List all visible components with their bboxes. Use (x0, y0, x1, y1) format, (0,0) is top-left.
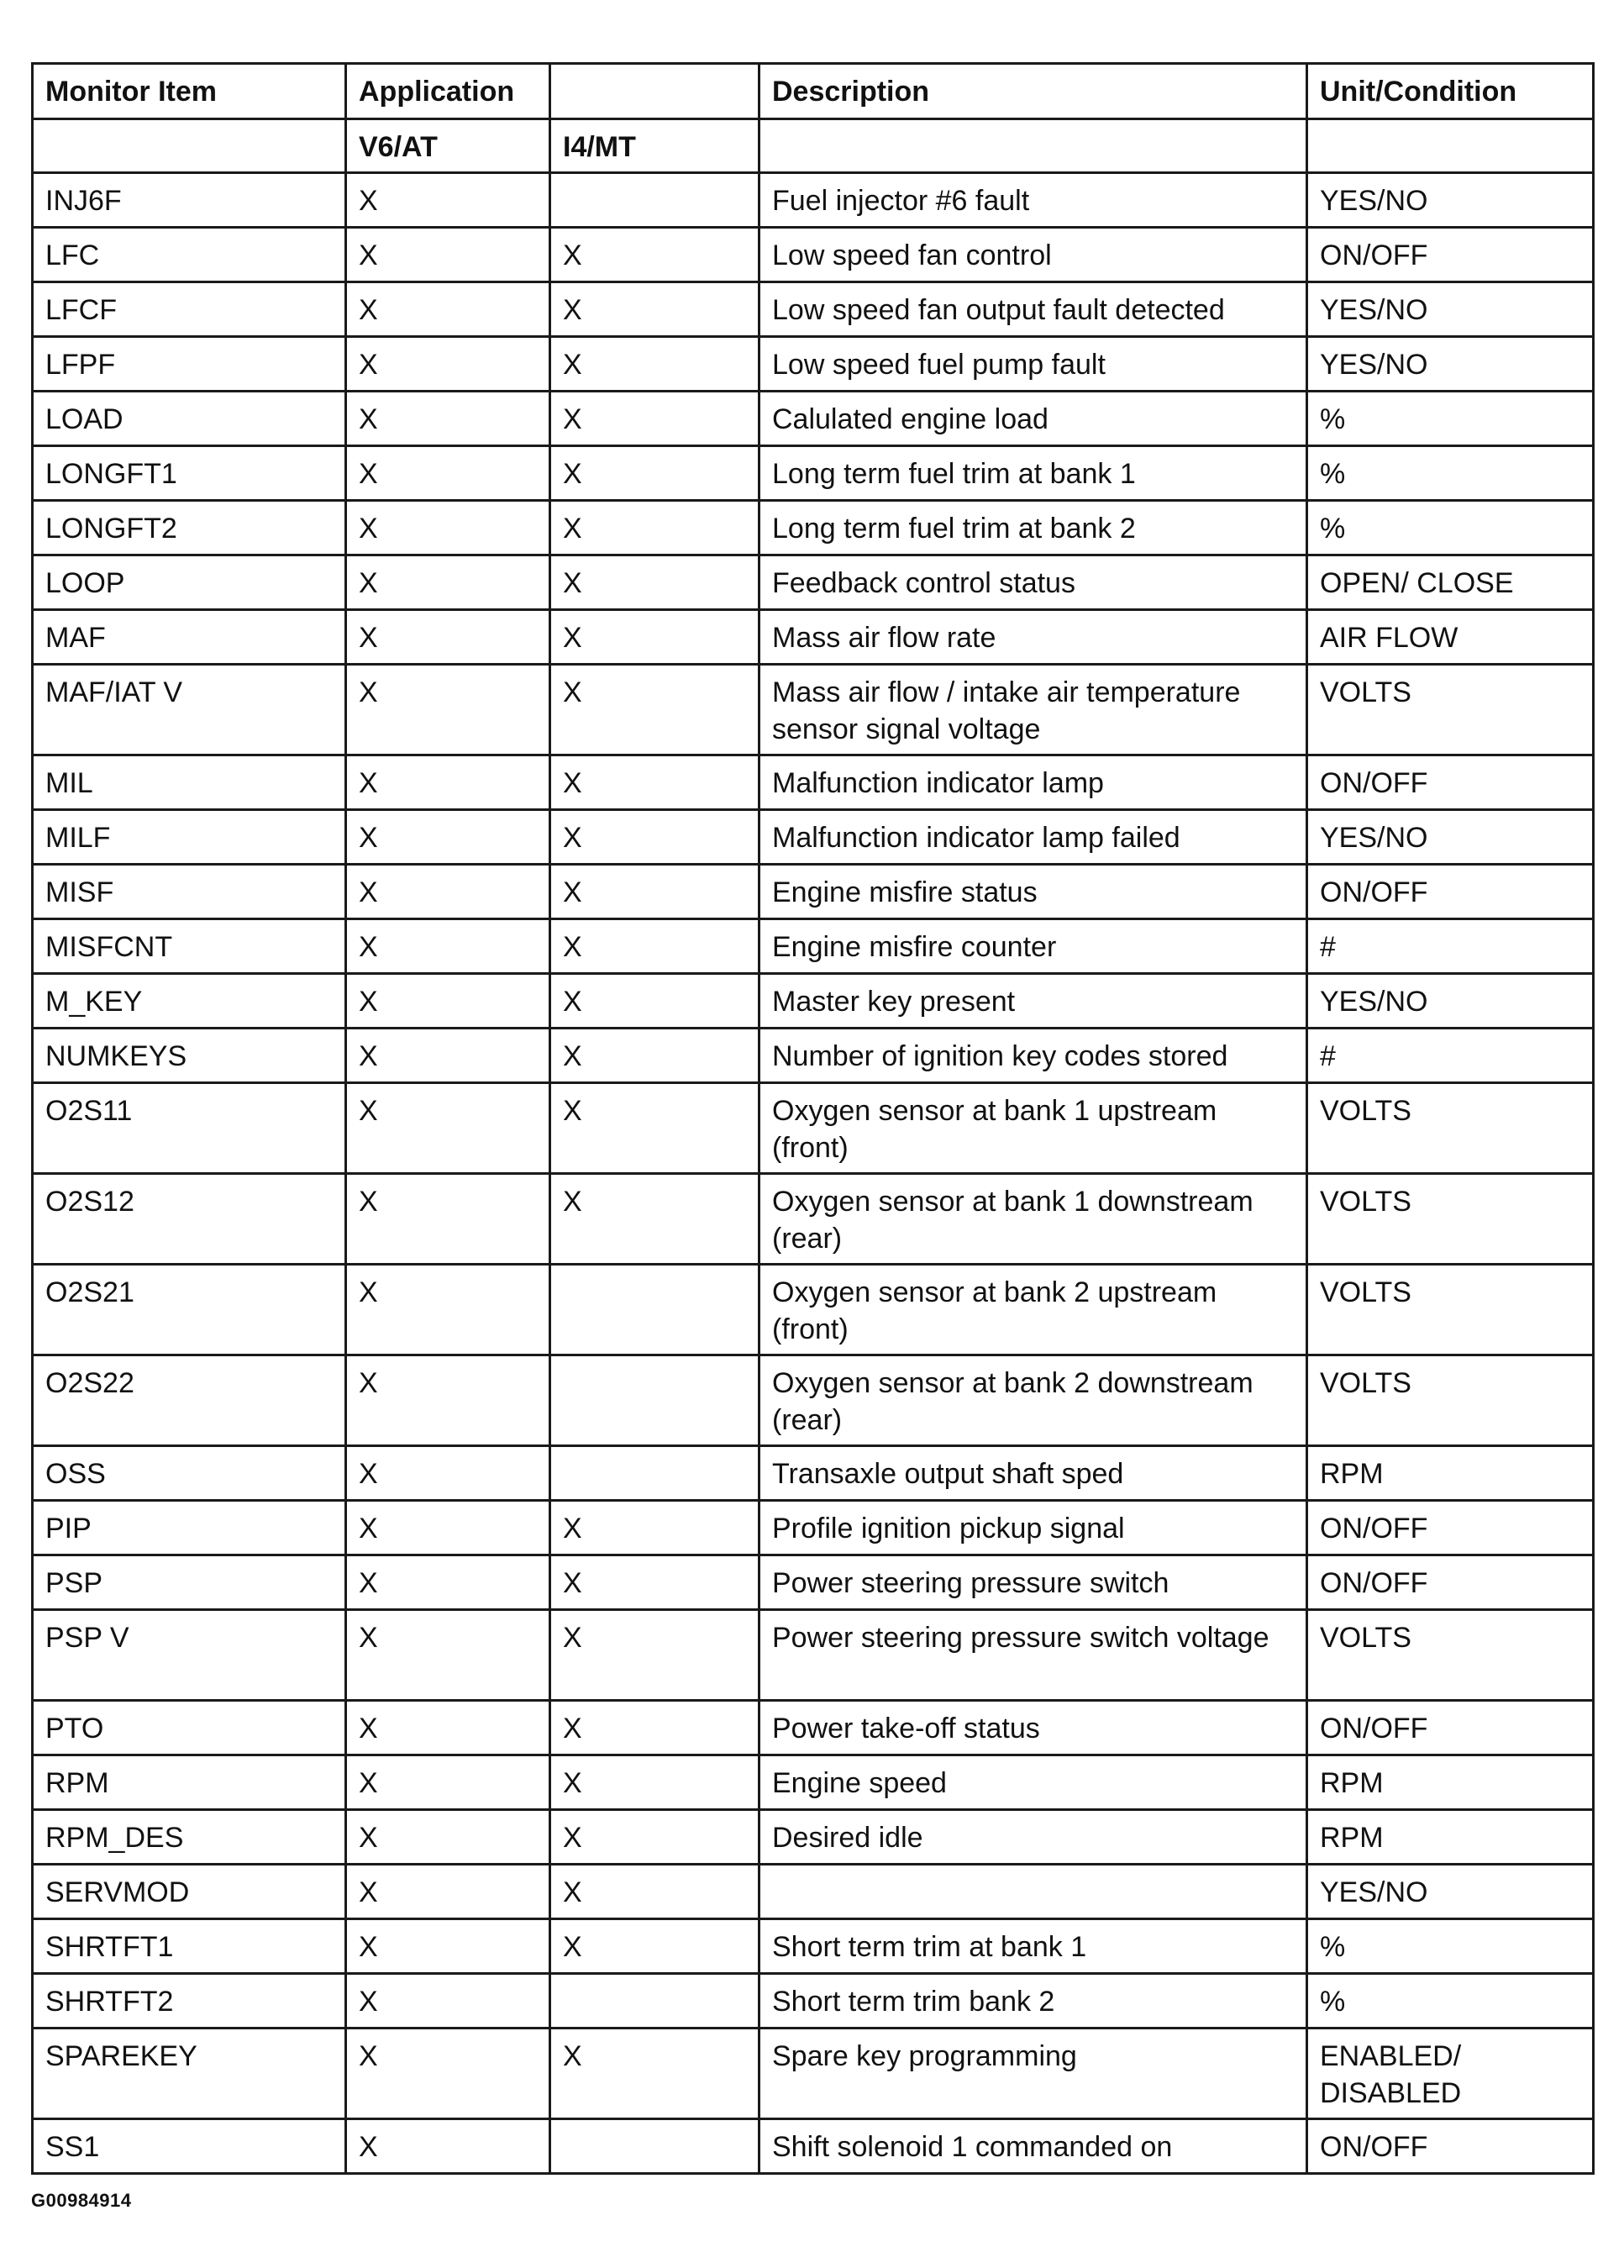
i4mt-cell: X (550, 755, 759, 810)
monitor-item-cell: LFC (33, 228, 346, 282)
v6at-cell: X (346, 337, 550, 392)
v6at-cell: X (346, 1265, 550, 1355)
unit-condition-cell: VOLTS (1307, 665, 1594, 755)
unit-condition-cell: RPM (1307, 1810, 1594, 1865)
unit-condition-cell: RPM (1307, 1755, 1594, 1810)
description-cell: Malfunction indicator lamp (759, 755, 1307, 810)
i4mt-cell: X (550, 1701, 759, 1755)
description-cell: Oxygen sensor at bank 2 upstream (front) (759, 1265, 1307, 1355)
description-cell: Master key present (759, 974, 1307, 1029)
unit-condition-cell: VOLTS (1307, 1610, 1594, 1701)
table-row (33, 1083, 1594, 1174)
table-row (33, 755, 1594, 810)
unit-condition-cell: ON/OFF (1307, 228, 1594, 282)
monitor-item-cell: MIL (33, 755, 346, 810)
unit-condition-cell: VOLTS (1307, 1265, 1594, 1355)
v6at-cell: X (346, 665, 550, 755)
monitor-item-cell: SHRTFT2 (33, 1974, 346, 2029)
monitor-item-cell: O2S21 (33, 1265, 346, 1355)
description-cell: Power steering pressure switch (759, 1555, 1307, 1610)
table-row (33, 1501, 1594, 1555)
unit-condition-cell: % (1307, 392, 1594, 446)
description-cell: Low speed fan output fault detected (759, 282, 1307, 337)
table-row (33, 1555, 1594, 1610)
monitor-item-cell: SHRTFT1 (33, 1919, 346, 1974)
table-row (33, 1174, 1594, 1265)
table-row (33, 810, 1594, 865)
i4mt-cell: X (550, 2029, 759, 2119)
v6at-cell: X (346, 1355, 550, 1446)
i4mt-cell: X (550, 1501, 759, 1555)
v6at-cell: X (346, 1083, 550, 1174)
description-cell: Spare key programming (759, 2029, 1307, 2119)
i4mt-cell (550, 1446, 759, 1501)
subheader-empty-item (33, 119, 346, 173)
table-row (33, 228, 1594, 282)
monitor-item-cell: LOOP (33, 555, 346, 610)
table-row (33, 865, 1594, 919)
description-cell: Long term fuel trim at bank 2 (759, 501, 1307, 555)
i4mt-cell: X (550, 228, 759, 282)
table-row (33, 1810, 1594, 1865)
table-row (33, 1919, 1594, 1974)
unit-condition-cell: ENABLED/ DISABLED (1307, 2029, 1594, 2119)
unit-condition-cell: % (1307, 446, 1594, 501)
description-cell: Oxygen sensor at bank 1 upstream (front) (759, 1083, 1307, 1174)
monitor-item-cell: LOAD (33, 392, 346, 446)
i4mt-cell: X (550, 1865, 759, 1919)
v6at-cell: X (346, 1610, 550, 1701)
description-cell: Short term trim bank 2 (759, 1974, 1307, 2029)
monitor-item-cell: M_KEY (33, 974, 346, 1029)
unit-condition-cell: YES/NO (1307, 810, 1594, 865)
v6at-cell: X (346, 1701, 550, 1755)
monitor-item-cell: MAF/IAT V (33, 665, 346, 755)
v6at-cell: X (346, 1755, 550, 1810)
subheader-i4mt: I4/MT (550, 119, 759, 173)
v6at-cell: X (346, 228, 550, 282)
description-cell: Engine speed (759, 1755, 1307, 1810)
i4mt-cell: X (550, 865, 759, 919)
monitor-item-cell: MISF (33, 865, 346, 919)
i4mt-cell: X (550, 446, 759, 501)
unit-condition-cell: YES/NO (1307, 282, 1594, 337)
v6at-cell: X (346, 446, 550, 501)
i4mt-cell: X (550, 974, 759, 1029)
description-cell: Engine misfire status (759, 865, 1307, 919)
table-row (33, 974, 1594, 1029)
i4mt-cell (550, 1355, 759, 1446)
v6at-cell: X (346, 501, 550, 555)
table-row (33, 2119, 1594, 2174)
unit-condition-cell: ON/OFF (1307, 1555, 1594, 1610)
i4mt-cell: X (550, 392, 759, 446)
monitor-item-cell: O2S22 (33, 1355, 346, 1446)
i4mt-cell: X (550, 810, 759, 865)
description-cell: Number of ignition key codes stored (759, 1029, 1307, 1083)
table-row (33, 337, 1594, 392)
v6at-cell: X (346, 1555, 550, 1610)
i4mt-cell: X (550, 610, 759, 665)
i4mt-cell: X (550, 282, 759, 337)
description-cell: Power take-off status (759, 1701, 1307, 1755)
table-row (33, 1610, 1594, 1701)
unit-condition-cell: ON/OFF (1307, 1501, 1594, 1555)
unit-condition-cell: % (1307, 501, 1594, 555)
monitor-item-cell: SS1 (33, 2119, 346, 2174)
monitor-item-cell: O2S11 (33, 1083, 346, 1174)
v6at-cell: X (346, 1865, 550, 1919)
i4mt-cell: X (550, 1755, 759, 1810)
description-cell: Long term fuel trim at bank 1 (759, 446, 1307, 501)
unit-condition-cell: # (1307, 1029, 1594, 1083)
monitor-item-cell: SPAREKEY (33, 2029, 346, 2119)
unit-condition-cell: ON/OFF (1307, 2119, 1594, 2174)
unit-condition-cell: YES/NO (1307, 1865, 1594, 1919)
table-row (33, 1029, 1594, 1083)
unit-condition-cell: ON/OFF (1307, 1701, 1594, 1755)
table-row (33, 501, 1594, 555)
unit-condition-cell: YES/NO (1307, 974, 1594, 1029)
unit-condition-cell: VOLTS (1307, 1355, 1594, 1446)
i4mt-cell: X (550, 501, 759, 555)
description-cell: Transaxle output shaft sped (759, 1446, 1307, 1501)
table-row (33, 2029, 1594, 2119)
v6at-cell: X (346, 2029, 550, 2119)
table-body (33, 173, 1594, 2174)
subheader-v6at: V6/AT (346, 119, 550, 173)
description-cell: Feedback control status (759, 555, 1307, 610)
v6at-cell: X (346, 1174, 550, 1265)
table-row (33, 665, 1594, 755)
table-row (33, 1265, 1594, 1355)
monitor-item-cell: RPM (33, 1755, 346, 1810)
figure-id: G00984914 (31, 2190, 132, 2211)
header-unit-condition: Unit/Condition (1307, 64, 1594, 119)
unit-condition-cell: VOLTS (1307, 1174, 1594, 1265)
description-cell: Shift solenoid 1 commanded on (759, 2119, 1307, 2174)
description-cell: Profile ignition pickup signal (759, 1501, 1307, 1555)
v6at-cell: X (346, 282, 550, 337)
v6at-cell: X (346, 1919, 550, 1974)
i4mt-cell: X (550, 665, 759, 755)
unit-condition-cell: % (1307, 1919, 1594, 1974)
i4mt-cell: X (550, 1555, 759, 1610)
description-cell: Malfunction indicator lamp failed (759, 810, 1307, 865)
header-row (33, 64, 1594, 119)
table-row (33, 555, 1594, 610)
unit-condition-cell: AIR FLOW (1307, 610, 1594, 665)
i4mt-cell: X (550, 555, 759, 610)
description-cell: Short term trim at bank 1 (759, 1919, 1307, 1974)
table-header (33, 64, 1594, 173)
monitor-item-cell: PTO (33, 1701, 346, 1755)
i4mt-cell (550, 1974, 759, 2029)
table-row (33, 610, 1594, 665)
unit-condition-cell: ON/OFF (1307, 755, 1594, 810)
table-row (33, 1355, 1594, 1446)
description-cell: Low speed fan control (759, 228, 1307, 282)
description-cell: Fuel injector #6 fault (759, 173, 1307, 228)
monitor-item-cell: LONGFT1 (33, 446, 346, 501)
description-cell: Mass air flow / intake air temperature sensor signal voltage (759, 665, 1307, 755)
monitor-item-cell: LFCF (33, 282, 346, 337)
description-cell: Oxygen sensor at bank 1 downstream (rear) (759, 1174, 1307, 1265)
description-cell: Power steering pressure switch voltage (759, 1610, 1307, 1701)
v6at-cell: X (346, 173, 550, 228)
table-row (33, 173, 1594, 228)
v6at-cell: X (346, 919, 550, 974)
header-monitor-item: Monitor Item (33, 64, 346, 119)
header-blank (550, 64, 759, 119)
v6at-cell: X (346, 810, 550, 865)
monitor-item-cell: PIP (33, 1501, 346, 1555)
table-row (33, 1865, 1594, 1919)
v6at-cell: X (346, 755, 550, 810)
description-cell: Low speed fuel pump fault (759, 337, 1307, 392)
unit-condition-cell: VOLTS (1307, 1083, 1594, 1174)
i4mt-cell (550, 1265, 759, 1355)
description-cell (759, 1865, 1307, 1919)
unit-condition-cell: # (1307, 919, 1594, 974)
description-cell: Desired idle (759, 1810, 1307, 1865)
v6at-cell: X (346, 1446, 550, 1501)
monitor-item-cell: LONGFT2 (33, 501, 346, 555)
unit-condition-cell: ON/OFF (1307, 865, 1594, 919)
monitor-item-cell: SERVMOD (33, 1865, 346, 1919)
header-application: Application (346, 64, 550, 119)
table-row (33, 919, 1594, 974)
v6at-cell: X (346, 1029, 550, 1083)
table-row (33, 282, 1594, 337)
monitor-item-cell: INJ6F (33, 173, 346, 228)
i4mt-cell: X (550, 1029, 759, 1083)
description-cell: Oxygen sensor at bank 2 downstream (rear) (759, 1355, 1307, 1446)
subheader-empty-description (759, 119, 1307, 173)
monitor-item-table (31, 62, 1595, 2175)
monitor-item-cell: MAF (33, 610, 346, 665)
monitor-item-cell: RPM_DES (33, 1810, 346, 1865)
v6at-cell: X (346, 1974, 550, 2029)
i4mt-cell (550, 2119, 759, 2174)
v6at-cell: X (346, 974, 550, 1029)
table-row (33, 1701, 1594, 1755)
monitor-item-cell: PSP (33, 1555, 346, 1610)
table-row (33, 446, 1594, 501)
monitor-item-cell: LFPF (33, 337, 346, 392)
v6at-cell: X (346, 1501, 550, 1555)
i4mt-cell: X (550, 1919, 759, 1974)
unit-condition-cell: % (1307, 1974, 1594, 2029)
i4mt-cell: X (550, 1174, 759, 1265)
table-row (33, 1446, 1594, 1501)
monitor-item-cell: NUMKEYS (33, 1029, 346, 1083)
table-row (33, 392, 1594, 446)
i4mt-cell: X (550, 919, 759, 974)
subheader-row (33, 119, 1594, 173)
subheader-empty-unit (1307, 119, 1594, 173)
unit-condition-cell: YES/NO (1307, 337, 1594, 392)
unit-condition-cell: RPM (1307, 1446, 1594, 1501)
i4mt-cell: X (550, 1810, 759, 1865)
v6at-cell: X (346, 392, 550, 446)
description-cell: Engine misfire counter (759, 919, 1307, 974)
description-cell: Mass air flow rate (759, 610, 1307, 665)
monitor-item-cell: MISFCNT (33, 919, 346, 974)
v6at-cell: X (346, 1810, 550, 1865)
i4mt-cell: X (550, 1083, 759, 1174)
table-row (33, 1755, 1594, 1810)
header-description: Description (759, 64, 1307, 119)
unit-condition-cell: YES/NO (1307, 173, 1594, 228)
i4mt-cell (550, 173, 759, 228)
unit-condition-cell: OPEN/ CLOSE (1307, 555, 1594, 610)
monitor-item-cell: O2S12 (33, 1174, 346, 1265)
v6at-cell: X (346, 555, 550, 610)
i4mt-cell: X (550, 1610, 759, 1701)
v6at-cell: X (346, 2119, 550, 2174)
table-row (33, 1974, 1594, 2029)
monitor-item-cell: PSP V (33, 1610, 346, 1701)
monitor-item-cell: MILF (33, 810, 346, 865)
description-cell: Calulated engine load (759, 392, 1307, 446)
v6at-cell: X (346, 610, 550, 665)
monitor-item-cell: OSS (33, 1446, 346, 1501)
i4mt-cell: X (550, 337, 759, 392)
v6at-cell: X (346, 865, 550, 919)
